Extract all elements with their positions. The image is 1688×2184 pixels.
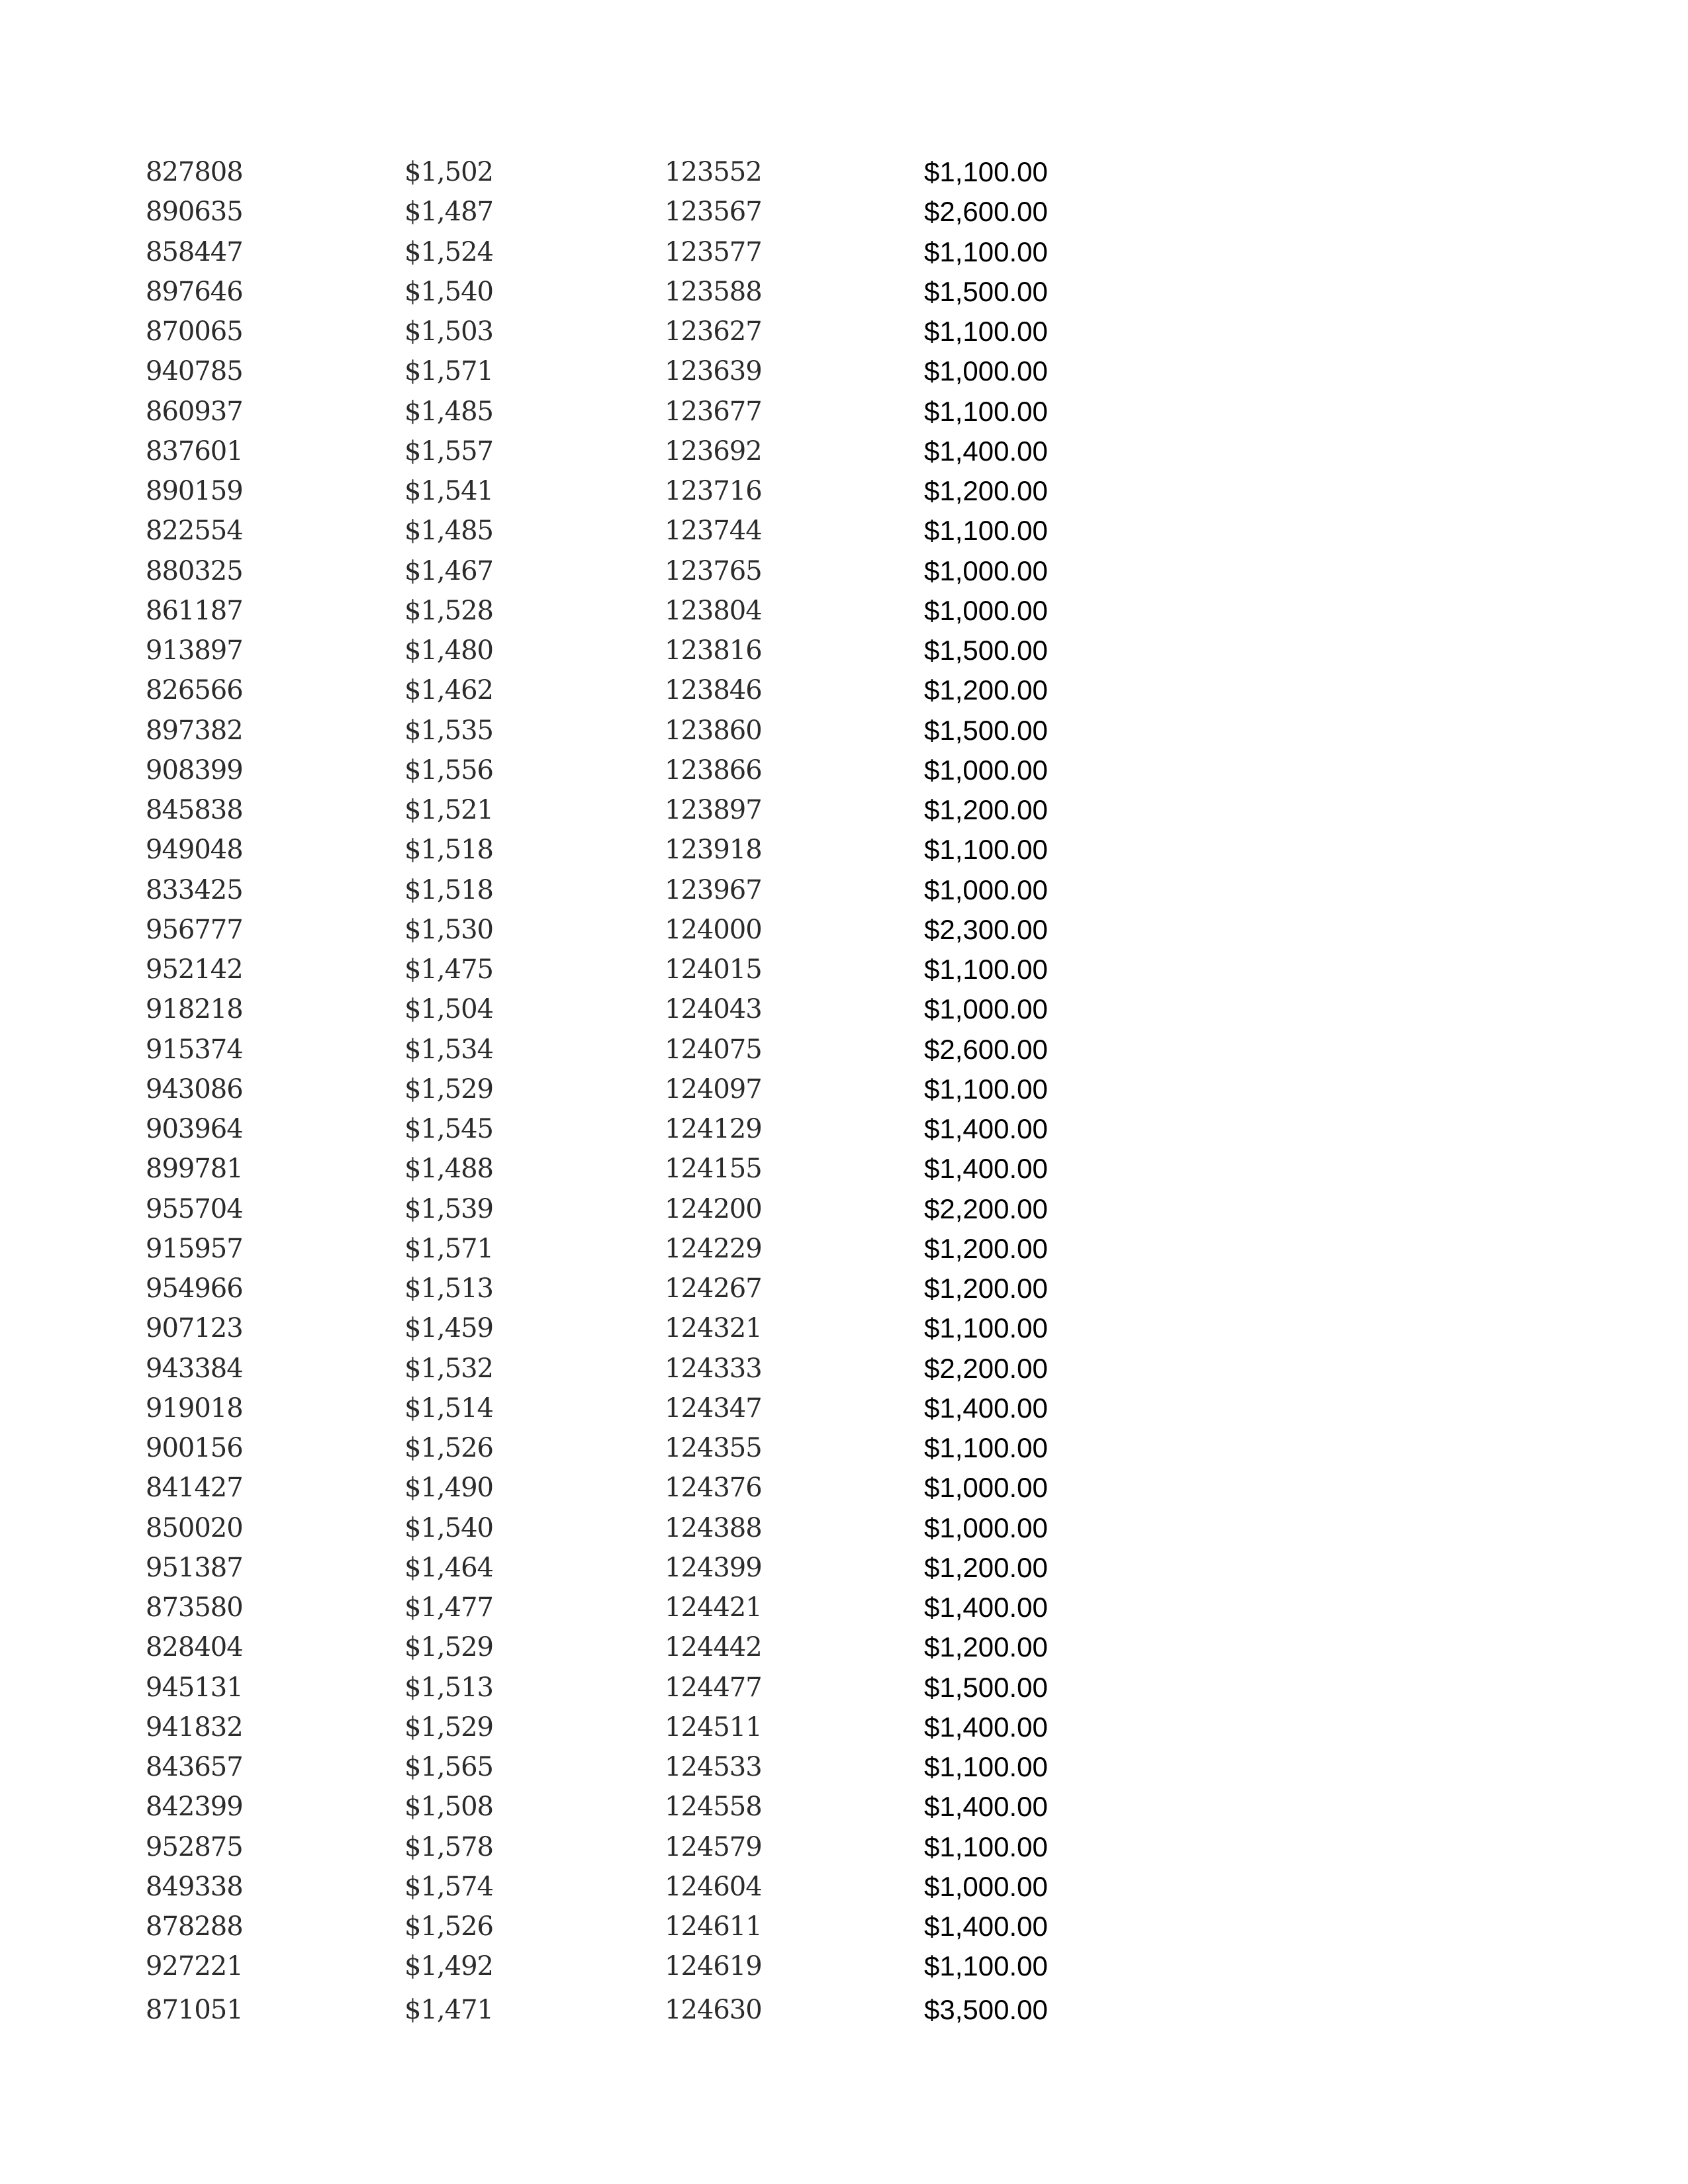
amount-cell: $1,545 — [404, 1114, 493, 1144]
table-row — [0, 1149, 1688, 1189]
table-row — [0, 1946, 1688, 1986]
payment-cell: $1,000.00 — [924, 355, 1048, 387]
table-row — [0, 790, 1688, 830]
table-row — [0, 232, 1688, 272]
table-row — [0, 1707, 1688, 1747]
reference-cell: 123588 — [665, 276, 762, 307]
amount-cell: $1,504 — [404, 994, 493, 1025]
payment-cell: $1,100.00 — [924, 1432, 1048, 1463]
reference-cell: 123639 — [665, 356, 762, 387]
table-row — [0, 910, 1688, 950]
reference-cell: 124604 — [665, 1871, 762, 1902]
amount-cell: $1,529 — [404, 1711, 493, 1743]
payment-cell: $1,000.00 — [924, 754, 1048, 786]
table-row — [0, 989, 1688, 1029]
id-cell: 843657 — [146, 1752, 243, 1782]
table-row — [0, 950, 1688, 989]
reference-cell: 123860 — [665, 715, 762, 746]
amount-cell: $1,524 — [404, 236, 493, 267]
payment-cell: $1,200.00 — [924, 1273, 1048, 1304]
amount-cell: $1,532 — [404, 1353, 493, 1384]
id-cell: 915374 — [146, 1034, 243, 1065]
id-cell: 828404 — [146, 1632, 243, 1663]
id-cell: 842399 — [146, 1792, 243, 1823]
reference-cell: 124579 — [665, 1831, 762, 1862]
table-row — [0, 1468, 1688, 1508]
table-row — [0, 511, 1688, 551]
table-row — [0, 1827, 1688, 1867]
id-cell: 945131 — [146, 1672, 243, 1703]
payment-cell: $2,600.00 — [924, 1033, 1048, 1065]
reference-cell: 123866 — [665, 754, 762, 786]
table-row — [0, 1668, 1688, 1707]
id-cell: 927221 — [146, 1951, 243, 1982]
id-cell: 940785 — [146, 356, 243, 387]
table-row — [0, 1269, 1688, 1308]
id-cell: 915957 — [146, 1233, 243, 1264]
payment-cell: $1,100.00 — [924, 834, 1048, 866]
table-row — [0, 1787, 1688, 1827]
payment-cell: $1,000.00 — [924, 1472, 1048, 1504]
amount-cell: $1,521 — [404, 795, 493, 825]
amount-cell: $1,514 — [404, 1392, 493, 1424]
payment-cell: $1,400.00 — [924, 1911, 1048, 1942]
reference-cell: 124321 — [665, 1313, 762, 1344]
payment-cell: $1,400.00 — [924, 435, 1048, 467]
payment-cell: $1,100.00 — [924, 236, 1048, 267]
reference-cell: 124043 — [665, 994, 762, 1025]
payment-cell: $1,200.00 — [924, 794, 1048, 825]
table-row — [0, 1030, 1688, 1069]
table-row — [0, 152, 1688, 192]
id-cell: 952875 — [146, 1831, 243, 1862]
table-row — [0, 1747, 1688, 1787]
reference-cell: 124630 — [665, 1994, 762, 2025]
amount-cell: $1,462 — [404, 675, 493, 706]
amount-cell: $1,526 — [404, 1433, 493, 1463]
id-cell: 833425 — [146, 874, 243, 905]
id-cell: 880325 — [146, 555, 243, 586]
payment-cell: $1,100.00 — [924, 1751, 1048, 1782]
reference-cell: 123897 — [665, 795, 762, 825]
reference-cell: 124611 — [665, 1911, 762, 1942]
payment-cell: $1,100.00 — [924, 1312, 1048, 1344]
id-cell: 860937 — [146, 396, 243, 427]
amount-cell: $1,471 — [404, 1994, 493, 2025]
reference-cell: 124477 — [665, 1672, 762, 1703]
reference-cell: 123677 — [665, 396, 762, 427]
reference-cell: 124347 — [665, 1392, 762, 1424]
table-row — [0, 471, 1688, 511]
reference-cell: 124097 — [665, 1073, 762, 1105]
amount-cell: $1,480 — [404, 635, 493, 666]
payment-cell: $1,200.00 — [924, 1232, 1048, 1264]
table-row — [0, 1990, 1688, 2030]
amount-cell: $1,459 — [404, 1313, 493, 1344]
id-cell: 871051 — [146, 1994, 243, 2025]
reference-cell: 123577 — [665, 236, 762, 267]
amount-cell: $1,557 — [404, 435, 493, 467]
amount-cell: $1,485 — [404, 516, 493, 547]
id-cell: 955704 — [146, 1193, 243, 1224]
amount-cell: $1,539 — [404, 1193, 493, 1224]
id-cell: 943086 — [146, 1073, 243, 1105]
payment-cell: $1,100.00 — [924, 1831, 1048, 1862]
reference-cell: 123627 — [665, 316, 762, 347]
amount-cell: $1,518 — [404, 835, 493, 866]
id-cell: 861187 — [146, 595, 243, 626]
reference-cell: 123744 — [665, 516, 762, 547]
id-cell: 827808 — [146, 157, 243, 187]
amount-cell: $1,565 — [404, 1752, 493, 1782]
reference-cell: 124015 — [665, 954, 762, 985]
table-row — [0, 1588, 1688, 1627]
reference-cell: 124376 — [665, 1473, 762, 1504]
table-row — [0, 1388, 1688, 1428]
table-row — [0, 1627, 1688, 1667]
reference-cell: 123816 — [665, 635, 762, 666]
reference-cell: 124267 — [665, 1273, 762, 1304]
reference-cell: 124000 — [665, 914, 762, 945]
id-cell: 956777 — [146, 914, 243, 945]
id-cell: 913897 — [146, 635, 243, 666]
id-cell: 900156 — [146, 1433, 243, 1463]
amount-cell: $1,534 — [404, 1034, 493, 1065]
id-cell: 890635 — [146, 197, 243, 228]
id-cell: 951387 — [146, 1552, 243, 1583]
reference-cell: 124558 — [665, 1792, 762, 1823]
payment-cell: $1,400.00 — [924, 1392, 1048, 1424]
payment-cell: $1,100.00 — [924, 1950, 1048, 1982]
id-cell: 873580 — [146, 1592, 243, 1623]
reference-cell: 124442 — [665, 1632, 762, 1663]
reference-cell: 124533 — [665, 1752, 762, 1782]
payment-cell: $1,100.00 — [924, 156, 1048, 187]
id-cell: 954966 — [146, 1273, 243, 1304]
reference-cell: 123804 — [665, 595, 762, 626]
amount-cell: $1,513 — [404, 1273, 493, 1304]
amount-cell: $1,508 — [404, 1792, 493, 1823]
reference-cell: 123765 — [665, 555, 762, 586]
payment-cell: $1,100.00 — [924, 515, 1048, 547]
payment-cell: $1,100.00 — [924, 316, 1048, 347]
payment-cell: $1,000.00 — [924, 993, 1048, 1025]
reference-cell: 124355 — [665, 1433, 762, 1463]
payment-cell: $1,000.00 — [924, 594, 1048, 626]
amount-cell: $1,535 — [404, 715, 493, 746]
id-cell: 845838 — [146, 795, 243, 825]
amount-cell: $1,529 — [404, 1073, 493, 1105]
table-row — [0, 870, 1688, 910]
payment-cell: $1,500.00 — [924, 635, 1048, 666]
amount-cell: $1,540 — [404, 1512, 493, 1543]
table-row — [0, 1428, 1688, 1468]
payment-cell: $1,400.00 — [924, 1791, 1048, 1823]
amount-cell: $1,503 — [404, 316, 493, 347]
table-row — [0, 1349, 1688, 1388]
amount-cell: $1,492 — [404, 1951, 493, 1982]
payment-cell: $1,100.00 — [924, 954, 1048, 985]
payment-cell: $1,200.00 — [924, 674, 1048, 706]
amount-cell: $1,528 — [404, 595, 493, 626]
table-row — [0, 1548, 1688, 1588]
id-cell: 943384 — [146, 1353, 243, 1384]
id-cell: 897646 — [146, 276, 243, 307]
amount-cell: $1,530 — [404, 914, 493, 945]
amount-cell: $1,571 — [404, 356, 493, 387]
id-cell: 908399 — [146, 754, 243, 786]
table-row — [0, 1867, 1688, 1907]
id-cell: 890159 — [146, 476, 243, 506]
table-row — [0, 631, 1688, 670]
payment-cell: $1,400.00 — [924, 1592, 1048, 1623]
id-cell: 837601 — [146, 435, 243, 467]
table-row — [0, 192, 1688, 232]
table-row — [0, 1308, 1688, 1348]
reference-cell: 124421 — [665, 1592, 762, 1623]
amount-cell: $1,518 — [404, 874, 493, 905]
table-row — [0, 432, 1688, 471]
id-cell: 952142 — [146, 954, 243, 985]
reference-cell: 124511 — [665, 1711, 762, 1743]
reference-cell: 123567 — [665, 197, 762, 228]
amount-cell: $1,488 — [404, 1154, 493, 1185]
table-row — [0, 312, 1688, 351]
table-row — [0, 1907, 1688, 1946]
amount-cell: $1,574 — [404, 1871, 493, 1902]
payment-cell: $1,400.00 — [924, 1113, 1048, 1144]
payment-cell: $1,200.00 — [924, 1551, 1048, 1583]
reference-cell: 124155 — [665, 1154, 762, 1185]
reference-cell: 123716 — [665, 476, 762, 506]
table-row — [0, 272, 1688, 312]
id-cell: 941832 — [146, 1711, 243, 1743]
payment-cell: $1,000.00 — [924, 555, 1048, 586]
payment-cell: $1,100.00 — [924, 1073, 1048, 1105]
id-cell: 878288 — [146, 1911, 243, 1942]
amount-cell: $1,571 — [404, 1233, 493, 1264]
reference-cell: 123846 — [665, 675, 762, 706]
reference-cell: 124388 — [665, 1512, 762, 1543]
payment-cell: $1,500.00 — [924, 275, 1048, 307]
payment-cell: $2,200.00 — [924, 1193, 1048, 1224]
id-cell: 918218 — [146, 994, 243, 1025]
table-row — [0, 830, 1688, 870]
reference-cell: 124075 — [665, 1034, 762, 1065]
reference-cell: 124619 — [665, 1951, 762, 1982]
payment-cell: $1,200.00 — [924, 1631, 1048, 1663]
reference-cell: 124399 — [665, 1552, 762, 1583]
id-cell: 849338 — [146, 1871, 243, 1902]
payment-cell: $1,000.00 — [924, 874, 1048, 905]
payment-cell: $1,100.00 — [924, 395, 1048, 427]
table-row — [0, 751, 1688, 790]
table-row — [0, 1189, 1688, 1229]
reference-cell: 123552 — [665, 157, 762, 187]
amount-cell: $1,541 — [404, 476, 493, 506]
id-cell: 858447 — [146, 236, 243, 267]
payment-cell: $2,200.00 — [924, 1352, 1048, 1384]
id-cell: 870065 — [146, 316, 243, 347]
table-row — [0, 670, 1688, 710]
payment-cell: $1,000.00 — [924, 1512, 1048, 1543]
reference-cell: 124229 — [665, 1233, 762, 1264]
payment-cell: $1,500.00 — [924, 1671, 1048, 1703]
reference-cell: 123967 — [665, 874, 762, 905]
id-cell: 899781 — [146, 1154, 243, 1185]
reference-cell: 124129 — [665, 1114, 762, 1144]
reference-cell: 124333 — [665, 1353, 762, 1384]
amount-cell: $1,526 — [404, 1911, 493, 1942]
payment-cell: $1,000.00 — [924, 1870, 1048, 1902]
amount-cell: $1,578 — [404, 1831, 493, 1862]
payment-cell: $3,500.00 — [924, 1993, 1048, 2025]
table-row — [0, 711, 1688, 751]
amount-cell: $1,485 — [404, 396, 493, 427]
payment-cell: $1,400.00 — [924, 1711, 1048, 1743]
table-row — [0, 1069, 1688, 1109]
table-row — [0, 1508, 1688, 1548]
amount-cell: $1,529 — [404, 1632, 493, 1663]
id-cell: 826566 — [146, 675, 243, 706]
reference-cell: 124200 — [665, 1193, 762, 1224]
table-row — [0, 1109, 1688, 1149]
id-cell: 841427 — [146, 1473, 243, 1504]
id-cell: 949048 — [146, 835, 243, 866]
amount-cell: $1,540 — [404, 276, 493, 307]
amount-cell: $1,490 — [404, 1473, 493, 1504]
amount-cell: $1,502 — [404, 157, 493, 187]
id-cell: 919018 — [146, 1392, 243, 1424]
amount-cell: $1,467 — [404, 555, 493, 586]
table-row — [0, 591, 1688, 631]
payment-cell: $1,500.00 — [924, 714, 1048, 746]
id-cell: 850020 — [146, 1512, 243, 1543]
table-row — [0, 392, 1688, 432]
reference-cell: 123692 — [665, 435, 762, 467]
table-row — [0, 351, 1688, 391]
table-row — [0, 1229, 1688, 1269]
payment-cell: $1,400.00 — [924, 1153, 1048, 1185]
reference-cell: 123918 — [665, 835, 762, 866]
payment-cell: $1,200.00 — [924, 475, 1048, 506]
amount-cell: $1,464 — [404, 1552, 493, 1583]
amount-cell: $1,556 — [404, 754, 493, 786]
id-cell: 907123 — [146, 1313, 243, 1344]
table-row — [0, 551, 1688, 591]
id-cell: 897382 — [146, 715, 243, 746]
payment-cell: $2,300.00 — [924, 913, 1048, 945]
amount-cell: $1,487 — [404, 197, 493, 228]
amount-cell: $1,477 — [404, 1592, 493, 1623]
amount-cell: $1,475 — [404, 954, 493, 985]
id-cell: 903964 — [146, 1114, 243, 1144]
id-cell: 822554 — [146, 516, 243, 547]
amount-cell: $1,513 — [404, 1672, 493, 1703]
payment-cell: $2,600.00 — [924, 196, 1048, 228]
